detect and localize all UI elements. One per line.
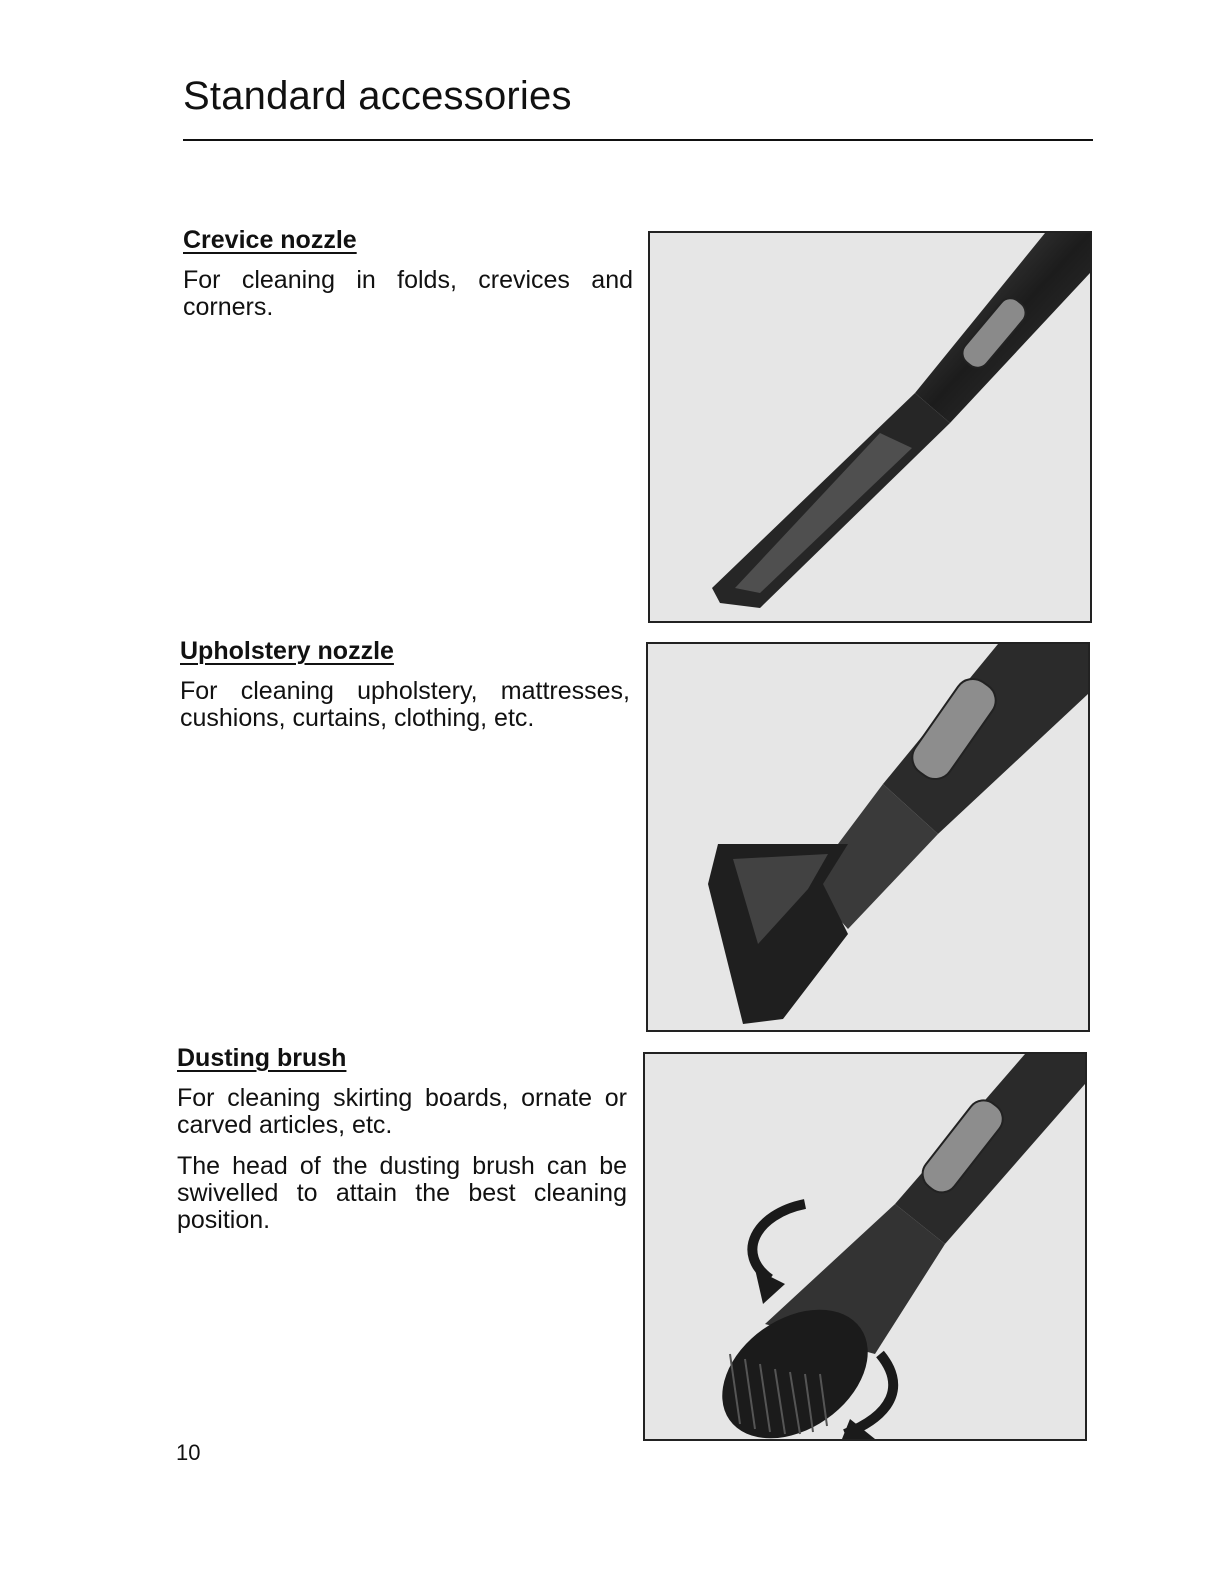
upholstery-nozzle-photo: [646, 642, 1090, 1032]
page-title: Standard accessories: [183, 74, 572, 118]
section-crevice-nozzle: [183, 226, 633, 321]
dusting-brush-illustration-icon: [645, 1054, 1085, 1439]
section-description: For cleaning upholstery, mattresses, cushions, curtains, clothing, etc.: [180, 677, 630, 732]
section-dusting-brush: [177, 1044, 627, 1234]
section-description: For cleaning skirting boards, ornate or carved articles, etc.: [177, 1084, 627, 1139]
section-description: For cleaning in folds, crevices and corners.: [183, 266, 633, 321]
section-description-2: The head of the dusting brush can be swivelled to attain the best cleaning position.: [177, 1152, 627, 1234]
section-upholstery-nozzle: [180, 637, 630, 732]
crevice-nozzle-illustration-icon: [650, 233, 1090, 621]
upholstery-nozzle-illustration-icon: [648, 644, 1088, 1030]
page-number: 10: [176, 1440, 201, 1465]
dusting-brush-photo: [643, 1052, 1087, 1441]
section-heading: Upholstery nozzle: [180, 637, 394, 665]
title-divider: [183, 139, 1093, 141]
crevice-nozzle-photo: [648, 231, 1092, 623]
section-heading: Dusting brush: [177, 1044, 347, 1072]
section-heading: Crevice nozzle: [183, 226, 357, 254]
